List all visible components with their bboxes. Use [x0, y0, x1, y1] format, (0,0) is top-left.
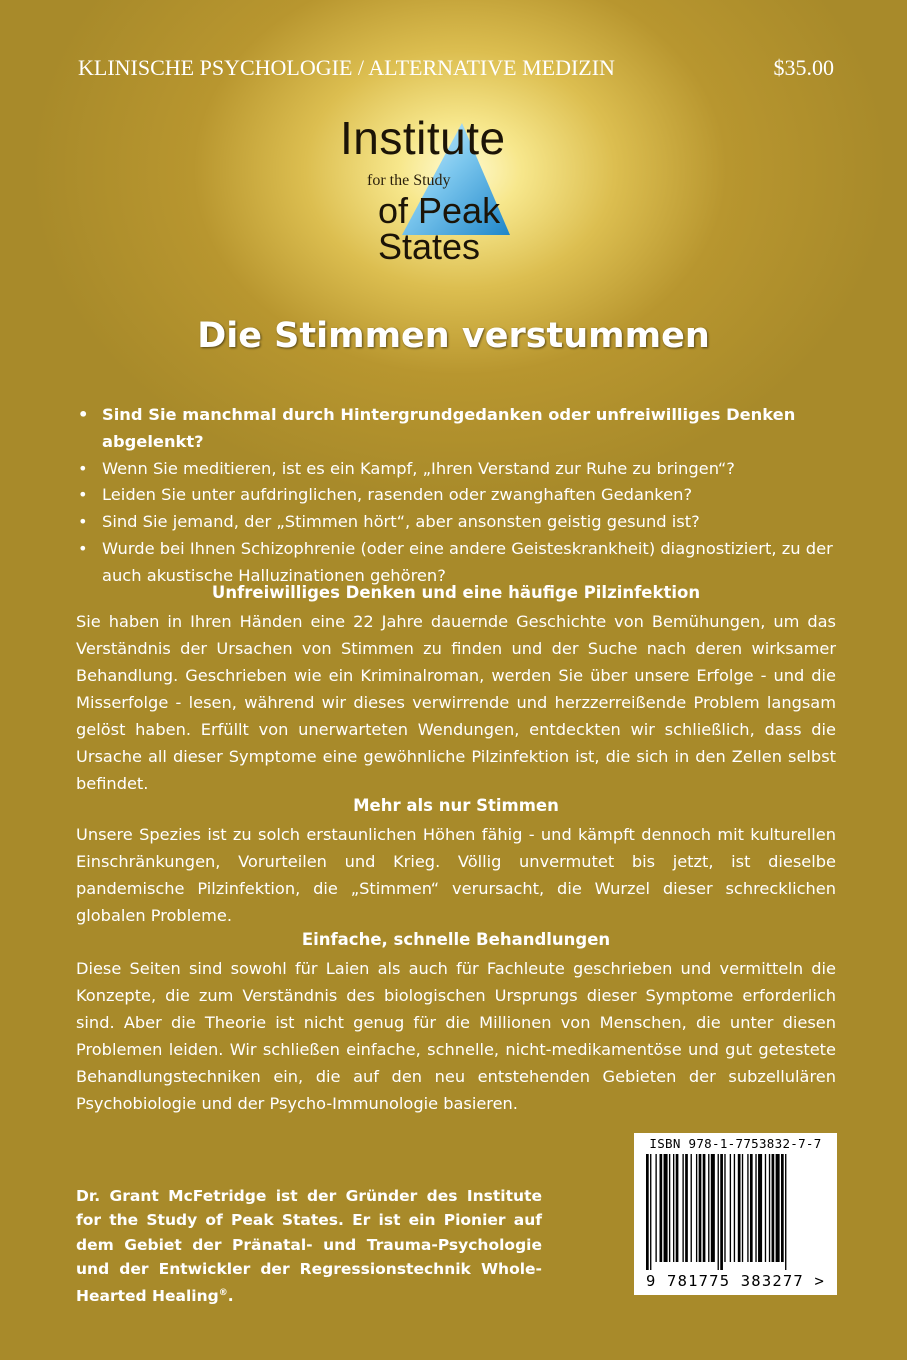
barcode-bar: [664, 1154, 668, 1262]
list-item: • Sind Sie manchmal durch Hintergrundgedanken oder unfreiwilliges Denken abgelenkt?: [76, 402, 836, 456]
section-pilzinfektion: [76, 581, 836, 797]
barcode-bar: [734, 1154, 735, 1262]
logo-institute-text: Institute: [340, 112, 506, 164]
price-label: $35.00: [773, 55, 834, 80]
barcode-bar: [718, 1154, 719, 1270]
institute-logo: [340, 105, 610, 267]
logo-for-the-study-text: for the Study: [367, 172, 451, 189]
barcode-bar: [650, 1154, 651, 1270]
top-line: [78, 52, 834, 84]
barcode-bar: [655, 1154, 656, 1262]
barcode-bar: [765, 1154, 766, 1262]
barcode-bar: [730, 1154, 731, 1262]
barcode-bar: [747, 1154, 748, 1262]
barcode-digits: 9 781775 383277 >: [645, 1272, 826, 1290]
barcode-bar: [646, 1154, 649, 1270]
barcode-bar: [669, 1154, 670, 1262]
barcode-bar: [711, 1154, 715, 1262]
list-item: • Wenn Sie meditieren, ist es ein Kampf, „Ihren Verstand zur Ruhe zu bringen“?: [76, 456, 836, 483]
barcode-bar: [696, 1154, 697, 1262]
barcode-bar: [755, 1154, 756, 1262]
barcode-bars: [646, 1154, 826, 1270]
section-body: Unsere Spezies ist zu solch erstaunlichen Höhen fähig - und kämpft dennoch mit kulturellen Einschränkungen, Vorurteilen und Krieg. Völlig unvermutet bis jetzt, ist dieselbe pandemische Pilzinfektion, die „Stimmen“ verursacht, die Wurzel dieser schrecklichen globalen Probleme.: [76, 825, 836, 925]
barcode-bar: [785, 1154, 786, 1270]
question-list: [76, 402, 836, 590]
barcode-bar: [673, 1154, 674, 1262]
list-item: • Leiden Sie unter aufdringlichen, rasenden oder zwanghaften Gedanken?: [76, 482, 836, 509]
isbn-barcode: [634, 1133, 837, 1295]
barcode-bar: [691, 1154, 692, 1262]
barcode-bar: [660, 1154, 663, 1262]
barcode-bar: [769, 1154, 770, 1262]
author-bio-text: Dr. Grant McFetridge ist der Gründer des Institute for the Study of Peak States. Er ist ein Pionier auf dem Gebiet der Pränatal- und Trauma-Psychologie und der Entwickler der Regressionstechnik Whole-Hearted Healing: [76, 1187, 542, 1306]
section-body: Sie haben in Ihren Händen eine 22 Jahre dauernde Geschichte von Bemühungen, um das Verständnis der Ursachen von Stimmen zu finden und der Suche nach deren wirksamer Behandlung. Geschrieben wie ein Kriminalroman, werden Sie über unsere Erfolge - und die Misserfolge - lesen, während wir dieses verwirrende und herzzerreißende Problem langsam gelöst haben. Erfüllt von unerwarteten Wendungen, entdeckten wir schließlich, dass die Ursache all dieser Symptome eine gewöhnliche Pilzinfektion ist, die sich in den Zellen selbst befindet.: [76, 612, 836, 793]
barcode-bar: [750, 1154, 753, 1262]
section-body: Diese Seiten sind sowohl für Laien als auch für Fachleute geschrieben und vermitteln die Konzepte, die zum Verständnis des biologischen Ursprungs dieser Symptome erforderlich sind. Aber die Theorie ist nicht genug für die Millionen von Menschen, die unter diesen Problemen leiden. Wir schließen einfache, schnelle, nicht-medikamentöse und gut getestete Behandlungstechniken ein, die auf den neu entstehenden Gebieten der subzellulären Psychobiologie und der Psycho-Immunologie basieren.: [76, 959, 836, 1113]
barcode-bar: [708, 1154, 709, 1262]
author-bio-end: .: [227, 1287, 234, 1306]
list-item: • Wurde bei Ihnen Schizophrenie (oder eine andere Geisteskrankheit) diagnostiziert, zu der auch akustische Halluzinationen gehören?: [76, 536, 836, 590]
logo-peak-states-text: of Peak States: [378, 190, 501, 267]
book-title: Die Stimmen verstummen: [197, 316, 710, 356]
barcode-bar: [699, 1154, 702, 1262]
barcode-bar: [758, 1154, 762, 1262]
isbn-label: ISBN 978-1-7753832-7-7: [649, 1136, 822, 1151]
barcode-bar: [781, 1154, 784, 1262]
author-bio: [76, 1184, 542, 1309]
registered-mark: ®: [218, 1288, 228, 1299]
list-item: • Sind Sie jemand, der „Stimmen hört“, aber ansonsten geistig gesund ist?: [76, 509, 836, 536]
barcode-bar: [676, 1154, 679, 1262]
barcode-bar: [776, 1154, 780, 1262]
barcode-bar: [682, 1154, 683, 1262]
category-label: KLINISCHE PSYCHOLOGIE / ALTERNATIVE MEDIZIN: [78, 55, 615, 80]
barcode-bar: [720, 1154, 723, 1270]
section-heading: Unfreiwilliges Denken und eine häufige Pilzinfektion: [211, 583, 701, 602]
barcode-bar: [738, 1154, 741, 1262]
barcode-bar: [742, 1154, 743, 1262]
barcode-bar: [772, 1154, 775, 1262]
section-mehr-als-stimmen: [76, 794, 836, 929]
section-behandlungen: [76, 928, 836, 1117]
section-heading: Mehr als nur Stimmen: [353, 796, 559, 815]
barcode-bar: [703, 1154, 706, 1262]
barcode-bar: [724, 1154, 725, 1262]
section-heading: Einfache, schnelle Behandlungen: [301, 930, 611, 949]
barcode-bar: [685, 1154, 688, 1262]
